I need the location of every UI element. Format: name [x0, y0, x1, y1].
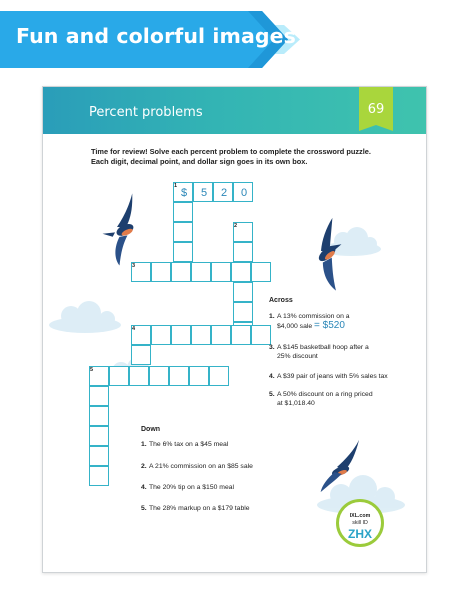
down-clue-5 — [141, 504, 311, 514]
clue-number: 4. — [141, 484, 147, 491]
cell-letter: 5 — [200, 187, 208, 199]
across-clue-1 — [269, 312, 419, 338]
crossword-cell[interactable] — [89, 386, 109, 406]
crossword-cell[interactable] — [131, 345, 151, 365]
clue-text: $4,000 sale — [277, 323, 313, 330]
clue-number: 2. — [141, 463, 147, 470]
badge-skill-code: ZHX — [348, 527, 372, 541]
swallow-bird-icon — [92, 193, 157, 266]
crossword-cell[interactable] — [213, 182, 233, 202]
instructions-line-1: Time for review! Solve each percent problem to complete the crossword puzzle. — [91, 147, 371, 156]
clue-text: A $39 pair of jeans with 5% sales tax — [277, 373, 388, 380]
clue-text: A 50% discount on a ring priced — [277, 391, 373, 398]
crossword-cell[interactable] — [89, 406, 109, 426]
crossword-cell[interactable] — [89, 466, 109, 486]
badge-label: skill ID — [352, 519, 368, 526]
crossword-cell[interactable] — [169, 366, 189, 386]
clue-text: The 20% tip on a $150 meal — [149, 484, 235, 491]
page-number: 69 — [367, 102, 385, 117]
cell-letter: 0 — [240, 187, 248, 199]
clue-number: 3 — [132, 263, 136, 269]
crossword-cell[interactable] — [211, 325, 231, 345]
clue-number: 1. — [269, 313, 275, 320]
instructions-line-2: Each digit, decimal point, and dollar sign goes in its own box. — [91, 157, 308, 166]
clue-text: 25% discount — [277, 353, 318, 360]
crossword-cell[interactable] — [171, 262, 191, 282]
banner-title: Fun and colorful images — [16, 24, 296, 48]
clue-answer: = $520 — [314, 320, 345, 331]
clue-text: A $145 basketball hoop after a — [277, 344, 369, 351]
cloud-icon — [49, 301, 121, 333]
crossword-cell[interactable] — [231, 262, 251, 282]
crossword-cell[interactable] — [251, 262, 271, 282]
across-clue-5 — [269, 390, 419, 410]
clue-number: 5. — [269, 391, 275, 398]
crossword-cell[interactable] — [149, 366, 169, 386]
crossword-cell[interactable] — [251, 325, 271, 345]
crossword-cell[interactable] — [129, 366, 149, 386]
clue-number: 4. — [269, 373, 275, 380]
crossword-cell[interactable] — [89, 446, 109, 466]
clue-text: A 21% commission on an $85 sale — [149, 463, 253, 470]
crossword-cell[interactable] — [191, 325, 211, 345]
crossword-cell[interactable] — [231, 325, 251, 345]
crossword-cell[interactable] — [173, 222, 193, 242]
across-heading: Across — [269, 297, 293, 304]
crossword-cell[interactable] — [173, 202, 193, 222]
down-clue-2 — [141, 462, 311, 472]
clue-number: 1. — [141, 441, 147, 448]
crossword-cell[interactable] — [233, 242, 253, 262]
crossword-cell[interactable] — [151, 262, 171, 282]
crossword-cell[interactable] — [233, 182, 253, 202]
down-heading: Down — [141, 426, 161, 433]
cell-letter: 2 — [220, 187, 228, 199]
clue-text: A 13% commission on a — [277, 313, 350, 320]
clue-number: 5 — [90, 367, 94, 373]
down-clue-4 — [141, 483, 311, 493]
crossword-cell[interactable] — [233, 282, 253, 302]
crossword-cell[interactable] — [233, 302, 253, 322]
cell-letter: $ — [180, 187, 188, 199]
crossword-cell[interactable] — [209, 366, 229, 386]
clue-number: 3. — [269, 344, 275, 351]
clue-text: The 28% markup on a $179 table — [149, 505, 250, 512]
crossword-cell[interactable] — [191, 262, 211, 282]
page-title: Percent problems — [89, 105, 203, 120]
crossword-cell[interactable] — [89, 426, 109, 446]
clue-number: 1 — [174, 183, 178, 189]
clue-text: at $1,018.40 — [277, 400, 315, 407]
down-clue-1 — [141, 440, 311, 450]
clue-text: The 6% tax on a $45 meal — [149, 441, 229, 448]
clue-number: 2 — [234, 223, 238, 229]
ixl-skill-badge[interactable] — [336, 499, 384, 547]
crossword-cell[interactable] — [151, 325, 171, 345]
crossword-cell[interactable] — [211, 262, 231, 282]
badge-site: IXL.com — [349, 513, 371, 519]
across-clue-3 — [269, 343, 419, 363]
across-clue-4 — [269, 372, 419, 382]
crossword-cell[interactable] — [173, 242, 193, 262]
clue-number: 5. — [141, 505, 147, 512]
crossword-cell[interactable] — [189, 366, 209, 386]
crossword-cell[interactable] — [109, 366, 129, 386]
clue-number: 4 — [132, 326, 136, 332]
crossword-cell[interactable] — [171, 325, 191, 345]
worksheet-page — [42, 86, 427, 573]
crossword-cell[interactable] — [193, 182, 213, 202]
